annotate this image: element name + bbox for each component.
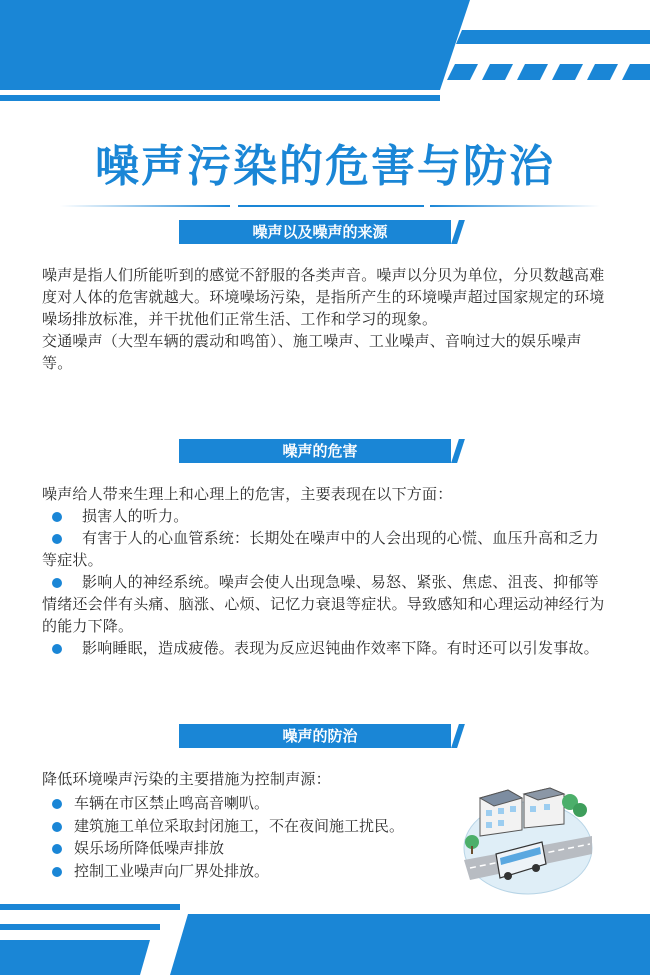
section-heading-hazards — [179, 439, 461, 463]
bullet-dot-icon — [52, 867, 62, 877]
bullet-dot-icon — [52, 844, 62, 854]
hazards-intro: 噪声给人带来生理上和心理上的危害，主要表现在以下方面： — [42, 485, 453, 503]
section-heading-text: 噪声的危害 — [282, 442, 358, 460]
section-heading-sources — [179, 220, 461, 244]
sources-paragraph-2: 交通噪声（大型车辆的震动和鸣笛）、施工噪声、工业噪声、音响过大的娱乐噪声等。 — [42, 332, 582, 372]
bullet-dot-icon — [52, 822, 62, 832]
bottom-decoration — [0, 900, 650, 975]
prevention-item: 车辆在市区禁止鸣高音喇叭。 — [42, 792, 462, 815]
bullet-dot-icon — [52, 578, 62, 588]
sources-paragraph-1: 噪声是指人们所能听到的感觉不舒服的各类声音。噪声以分贝为单位，分贝数越高难度对人体的危害就越大。环境噪场污染，是指所产生的环境噪声超过国家规定的环境噪场排放标准，并干扰他们正常生活、工作和学习的现象。 — [42, 266, 605, 328]
town-bus-illustration-icon — [460, 780, 596, 896]
bullet-dot-icon — [52, 799, 62, 809]
prevention-intro: 降低环境噪声污染的主要措施为控制声源： — [42, 770, 331, 788]
hazard-item: 影响睡眠，造成疲倦。表现为反应迟钝曲作效率下降。有时还可以引发事故。 — [42, 637, 606, 659]
bullet-dot-icon — [52, 534, 62, 544]
title-underline-right — [430, 205, 600, 207]
section-heading-text: 噪声以及噪声的来源 — [252, 223, 388, 241]
hazards-text-block — [42, 483, 606, 659]
prevention-item: 控制工业噪声向厂界处排放。 — [42, 860, 462, 883]
section-heading-text: 噪声的防治 — [282, 727, 358, 745]
hazard-item: 损害人的听力。 — [42, 505, 606, 527]
prevention-list — [42, 792, 462, 882]
prevention-item: 建筑施工单位采取封闭施工，不在夜间施工扰民。 — [42, 815, 462, 838]
sources-text-block — [42, 264, 606, 374]
hazard-item: 有害于人的心血管系统：长期处在噪声中的人会出现的心慌、血压升高和乏力等症状。 — [42, 529, 599, 569]
hazard-item: 影响人的神经系统。噪声会使人出现急噪、易怒、紧张、焦虑、沮丧、抑郁等情绪还会伴有头痛、脑涨、心烦、记忆力衰退等症状。导致感知和心理运动神经行为的能力下降。 — [42, 573, 605, 635]
bullet-dot-icon — [52, 644, 62, 654]
bullet-dot-icon — [52, 512, 62, 522]
title-underline-center — [238, 205, 424, 207]
section-heading-prevention — [179, 724, 461, 748]
page-title: 噪声污染的危害与防治 — [95, 141, 555, 192]
title-underline-left — [60, 205, 230, 207]
prevention-item: 娱乐场所降低噪声排放 — [42, 837, 462, 860]
top-decoration — [0, 0, 650, 110]
